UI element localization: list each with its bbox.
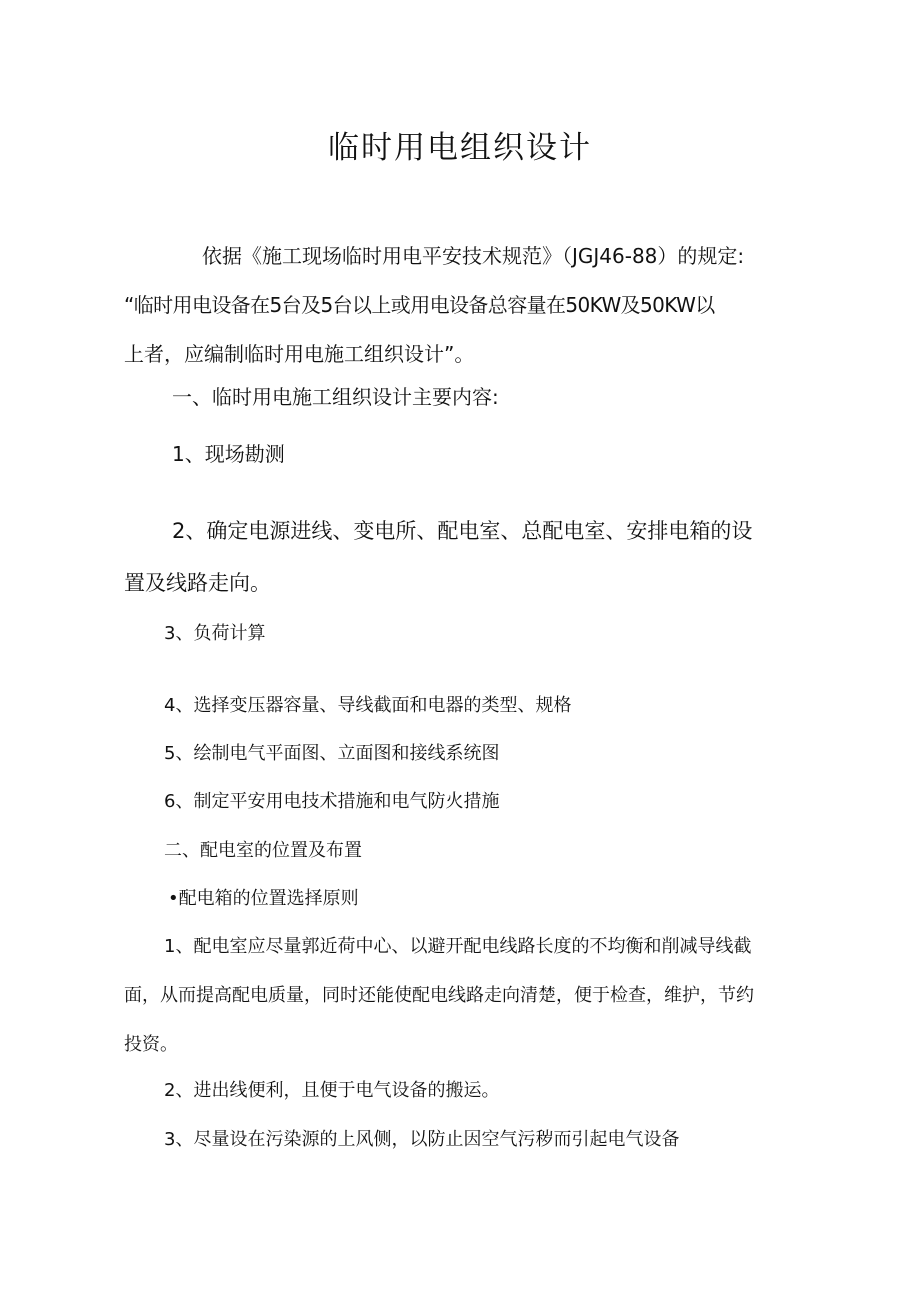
section2-item-3: 3、尽量设在污染源的上风侧，以防止因空气污秽而引起电气设备 — [164, 1129, 680, 1150]
section2-item-1-line-2: 面，从而提高配电质量，同时还能使配电线路走向清楚，便于检查，维护，节约 — [124, 985, 754, 1006]
section1-item-2-line-2: 置及线路走向。 — [124, 571, 271, 595]
section1-item-2 — [124, 505, 752, 609]
section1-item-5: 5、绘制电气平面图、立面图和接线系统图 — [164, 743, 500, 764]
section2-item-2: 2、进出线便利，且便于电气设备的搬运。 — [164, 1080, 500, 1101]
section1-item-2-line-1: 2、确定电源进线、变电所、配电室、总配电室、安排电箱的设 — [172, 519, 753, 543]
section1-item-1: 1、现场勘测 — [172, 442, 285, 466]
section1-heading: 一、临时用电施工组织设计主要内容: — [172, 385, 499, 409]
intro-line-2: “临时用电设备在5台及5台以上或用电设备总容量在50KW及50KW以 — [124, 293, 715, 317]
intro-paragraph — [124, 232, 744, 379]
section1-item-4: 4、选择变压器容量、导线截面和电器的类型、规格 — [164, 695, 572, 716]
document-title: 临时用电组织设计 — [328, 130, 592, 166]
section1-item-6: 6、制定平安用电技术措施和电气防火措施 — [164, 791, 500, 812]
intro-line-3: 上者，应编制临时用电施工组织设计”。 — [124, 342, 475, 366]
section2-heading: 二、配电室的位置及布置 — [164, 840, 362, 861]
section2-subheading: •配电箱的位置选择原则 — [168, 888, 359, 909]
intro-line-1: 依据《施工现场临时用电平安技术规范》（JGJ46-88）的规定: — [202, 244, 745, 268]
section1-item-3: 3、负荷计算 — [164, 623, 266, 644]
section2-item-1-line-3: 投资。 — [124, 1034, 178, 1055]
section2-item-1 — [124, 922, 754, 1069]
section2-item-1-line-1: 1、配电室应尽量郭近荷中心、以避开配电线路长度的不均衡和削减导线截 — [164, 936, 752, 957]
